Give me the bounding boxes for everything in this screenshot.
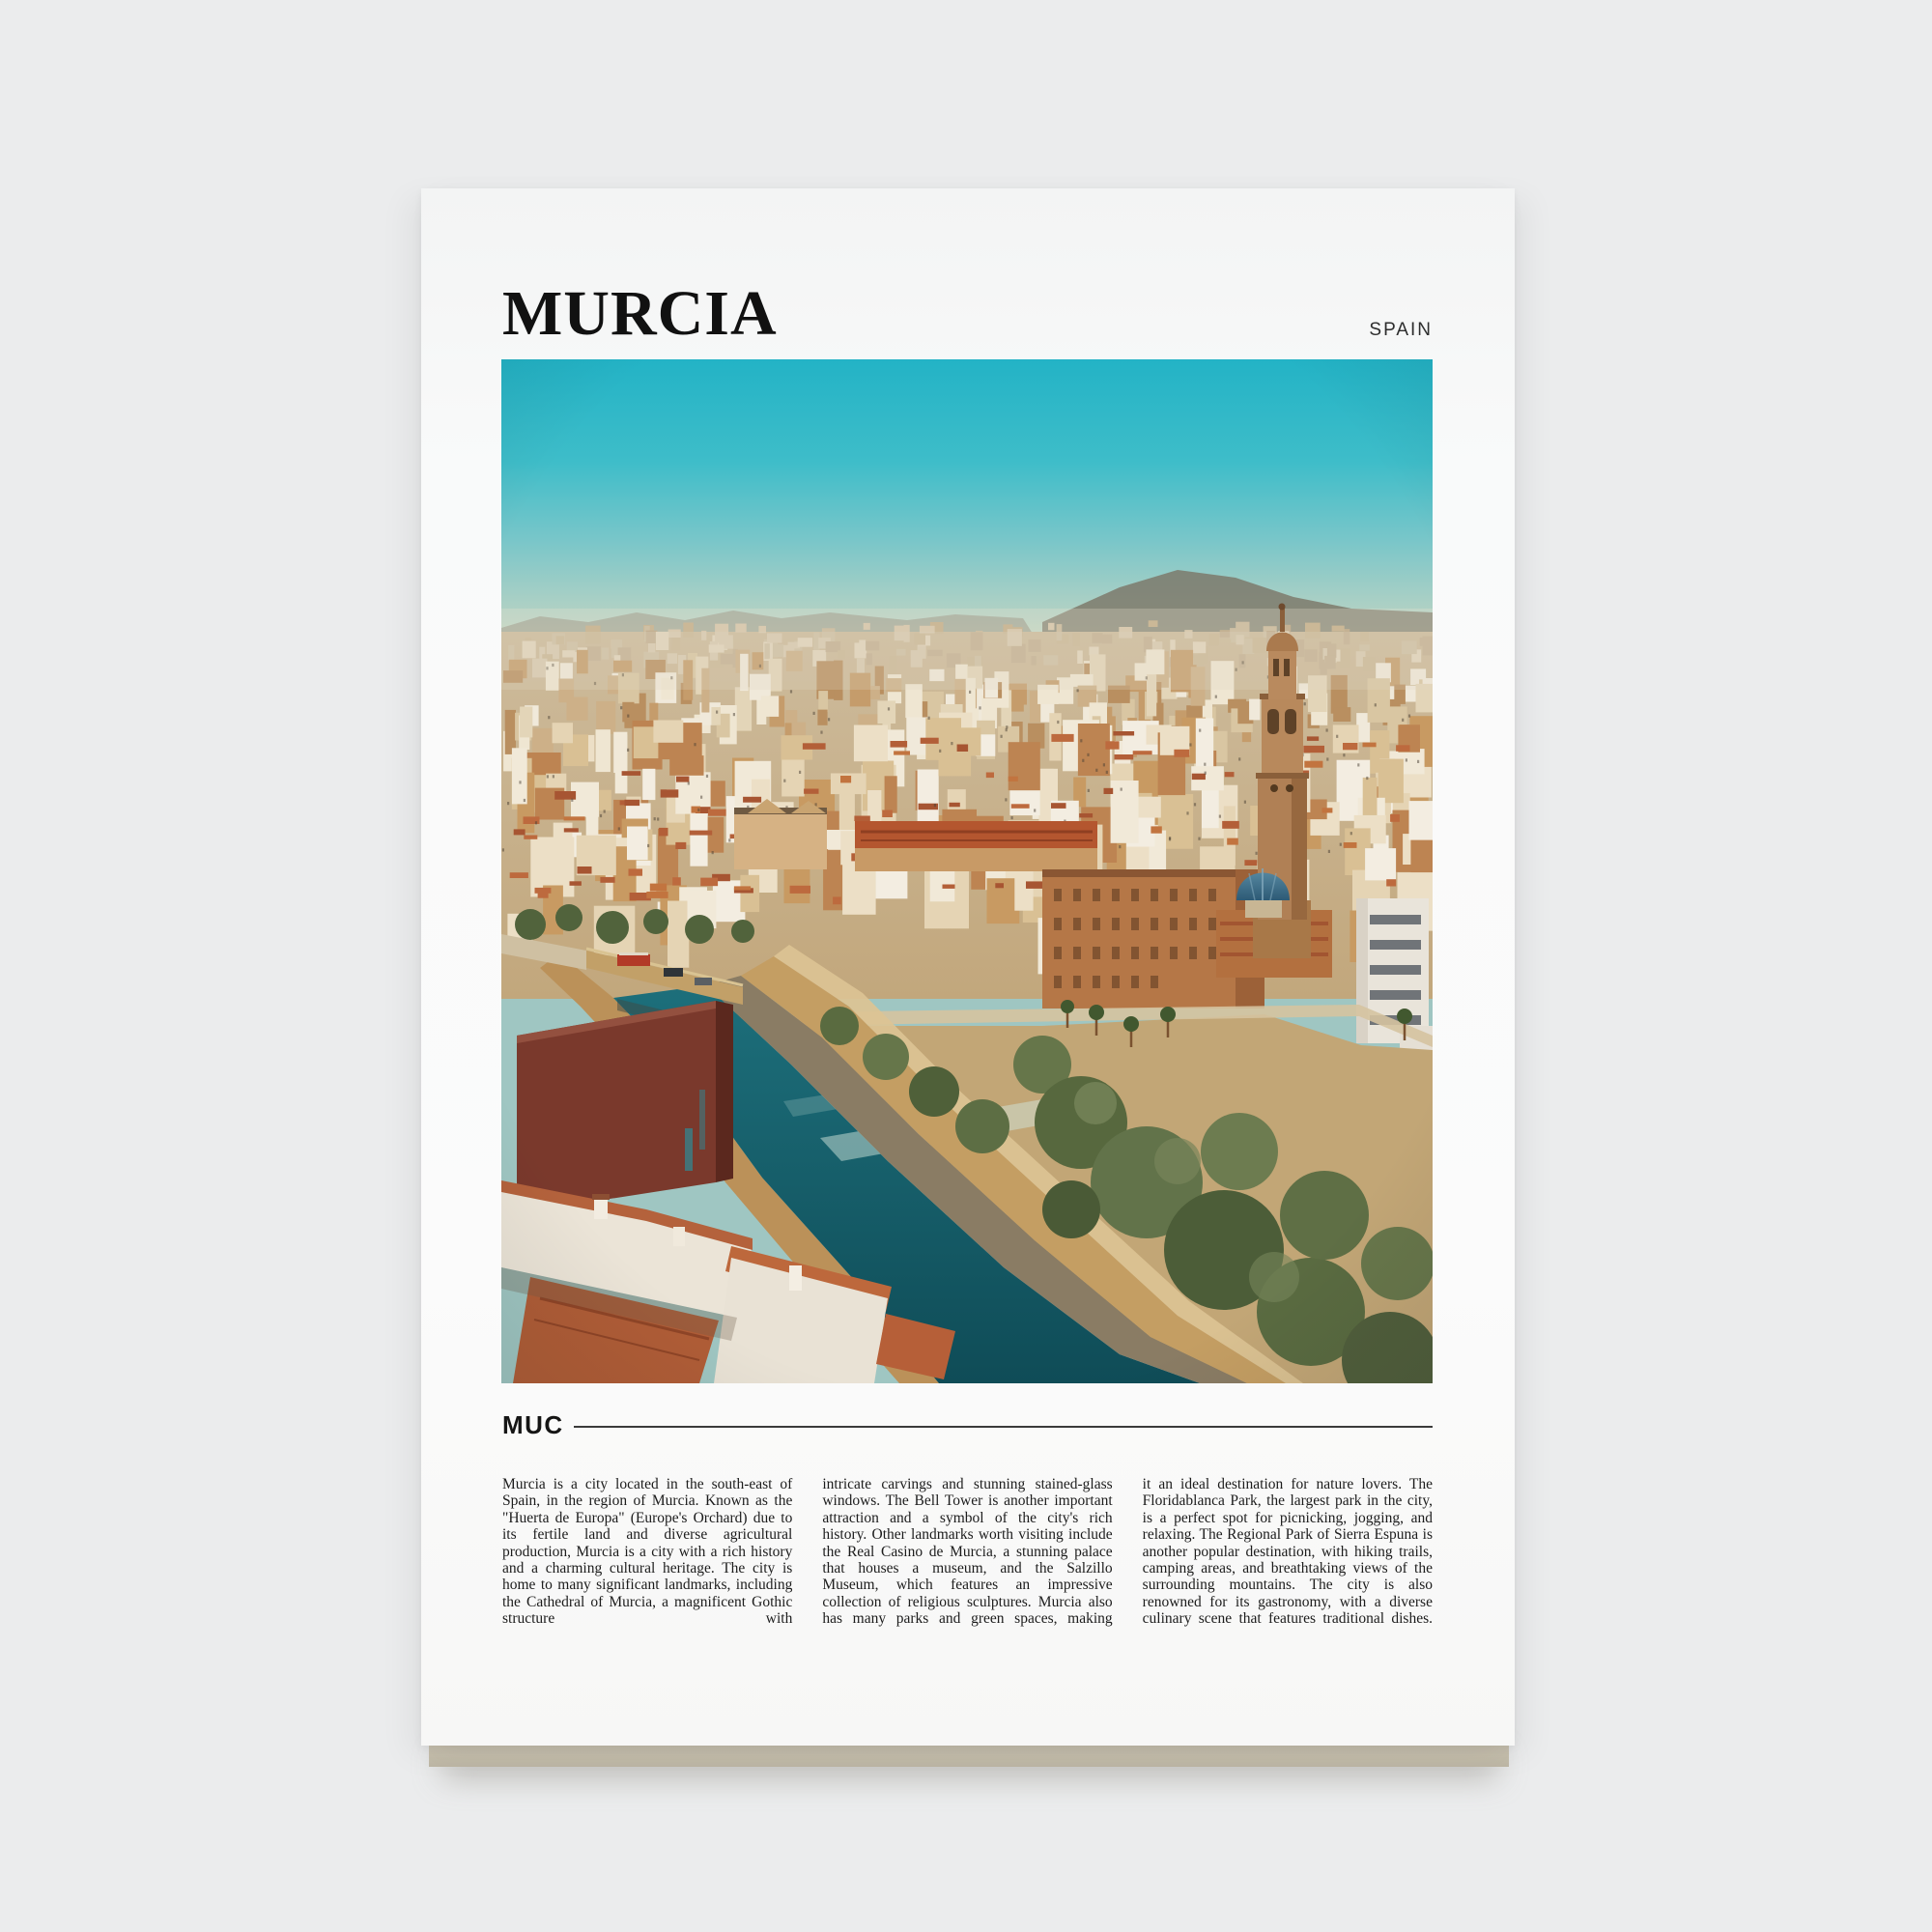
description-column-3: it an ideal destination for nature lovers. The Floridablanca Park, the largest park in the city, is a perfect spot for picnicking, jogging, and relaxing. The Regional Park of Sierra Espuna is another popular destination, with hiking trails, camping areas, and breathtaking views of the surrounding mountains. The city is also renowned for its gastronomy, with a diverse culinary scene that features traditional dishes. [1142, 1476, 1433, 1628]
travel-poster [421, 188, 1515, 1746]
airport-code-label: MUC [502, 1410, 564, 1439]
divider-line [574, 1426, 1433, 1428]
description-column-1: Murcia is a city located in the south-east of Spain, in the region of Murcia. Known as the "Huerta de Europa" (Europe's Orchard) due to its fertile land and diverse agricultural production, Murcia is a city with a rich history and a charming cultural heritage. The city is home to many significant landmarks, including the Cathedral of Murcia, a magnificent Gothic structure with [502, 1476, 793, 1628]
city-photo [501, 359, 1433, 1383]
description-columns [502, 1476, 1433, 1628]
poster-title: MURCIA [502, 278, 778, 349]
description-column-2: intricate carvings and stunning stained-glass windows. The Bell Tower is another important attraction and a symbol of the city's rich history. Other landmarks worth visiting include the Real Casino de Murcia, a stunning palace that houses a museum, and the Salzillo Museum, which features an impressive collection of religious sculptures. Murcia also has many parks and green spaces, making [822, 1476, 1113, 1628]
airport-code-row [502, 1412, 1433, 1437]
murcia-cityscape-photo [501, 359, 1433, 1383]
vignette [501, 359, 1433, 1383]
country-label: SPAIN [1369, 320, 1433, 340]
